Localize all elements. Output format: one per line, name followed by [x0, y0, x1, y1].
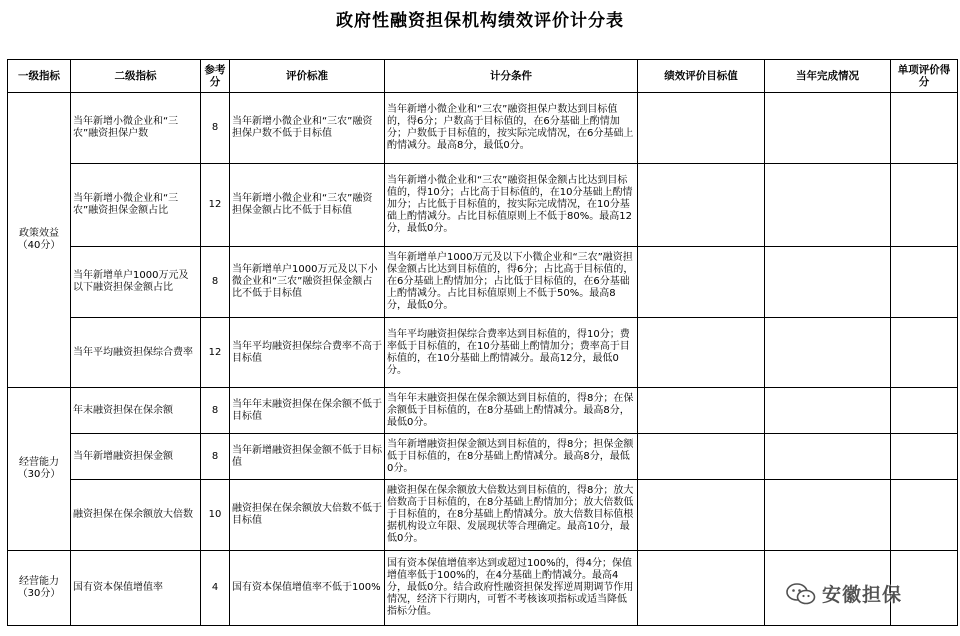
standard-cell: 当年新增小微企业和“三农”融资担保金额占比不低于目标值	[230, 164, 385, 247]
standard-cell: 当年新增小微企业和“三农”融资担保户数不低于目标值	[230, 93, 385, 164]
score-cell[interactable]	[891, 434, 958, 480]
header-weight: 参考分	[201, 60, 230, 93]
weight-cell: 8	[201, 93, 230, 164]
completion-cell[interactable]	[765, 164, 891, 247]
completion-cell[interactable]	[765, 93, 891, 164]
table-row	[8, 480, 958, 551]
table-row	[8, 434, 958, 480]
page-title: 政府性融资担保机构绩效评价计分表	[336, 11, 624, 31]
standard-cell: 融资担保在保余额放大倍数不低于目标值	[230, 480, 385, 551]
condition-cell: 当年平均融资担保综合费率达到目标值的，得10分；费率低于目标值的，在10分基础上酌情加分；费率高于目标值的，在10分基础上酌情减分。最高12分，最低0分。	[385, 318, 638, 388]
watermark	[786, 580, 902, 607]
indicator-cell: 年末融资担保在保余额	[71, 388, 201, 434]
score-cell[interactable]	[891, 93, 958, 164]
standard-cell: 当年新增融资担保金额不低于目标值	[230, 434, 385, 480]
wechat-icon	[786, 583, 816, 605]
standard-cell: 当年新增单户1000万元及以下小微企业和“三农”融资担保金额占比不低于目标值	[230, 247, 385, 318]
completion-cell[interactable]	[765, 388, 891, 434]
header-standard: 评价标准	[230, 60, 385, 93]
header-target: 绩效评价目标值	[638, 60, 765, 93]
condition-cell: 当年新增小微企业和“三农”融资担保户数达到目标值的，得6分；户数高于目标值的，在6分基础上酌情加分；户数低于目标值的，按实际完成情况，在6分基础上酌情减分。最高8分，最低0分。	[385, 93, 638, 164]
indicator-cell: 当年新增小微企业和“三农”融资担保户数	[71, 93, 201, 164]
table-row	[8, 388, 958, 434]
table-row	[8, 93, 958, 164]
indicator-cell: 融资担保在保余额放大倍数	[71, 480, 201, 551]
target-cell[interactable]	[638, 93, 765, 164]
table-row	[8, 164, 958, 247]
condition-cell: 国有资本保值增值率达到或超过100%的，得4分；保值增值率低于100%的，在4分基础上酌情减分。最高4分，最低0分。结合政府性融资担保发挥逆周期调节作用情况，经济下行期内，可暂不考核该项指标或适当降低指标分值。	[385, 551, 638, 626]
standard-cell: 国有资本保值增值率不低于100%	[230, 551, 385, 626]
table-row	[8, 318, 958, 388]
standard-cell: 当年平均融资担保综合费率不高于目标值	[230, 318, 385, 388]
completion-cell[interactable]	[765, 318, 891, 388]
target-cell[interactable]	[638, 434, 765, 480]
weight-cell: 8	[201, 388, 230, 434]
indicator-cell: 当年新增融资担保金额	[71, 434, 201, 480]
group-label: 经营能力（30分）	[8, 551, 71, 626]
score-table	[7, 59, 958, 626]
target-cell[interactable]	[638, 551, 765, 626]
header-completion: 当年完成情况	[765, 60, 891, 93]
completion-cell[interactable]	[765, 247, 891, 318]
score-cell[interactable]	[891, 318, 958, 388]
score-cell[interactable]	[891, 480, 958, 551]
header-level1: 一级指标	[8, 60, 71, 93]
condition-cell: 当年新增单户1000万元及以下小微企业和“三农”融资担保金额占比达到目标值的，得6分；占比高于目标值的，在6分基础上酌情加分；占比低于目标值的，在6分基础上酌情减分。占比目标值原则上不低于50%。最高8分，最低0分。	[385, 247, 638, 318]
completion-cell[interactable]	[765, 434, 891, 480]
score-cell[interactable]	[891, 164, 958, 247]
weight-cell: 4	[201, 551, 230, 626]
target-cell[interactable]	[638, 388, 765, 434]
standard-cell: 当年年末融资担保在保余额不低于目标值	[230, 388, 385, 434]
target-cell[interactable]	[638, 480, 765, 551]
indicator-cell: 当年新增单户1000万元及以下融资担保金额占比	[71, 247, 201, 318]
target-cell[interactable]	[638, 164, 765, 247]
group-label: 经营能力（30分）	[8, 388, 71, 551]
condition-cell: 融资担保在保余额放大倍数达到目标值的，得8分；放大倍数高于目标值的，在8分基础上酌情加分；放大倍数低于目标值的，在8分基础上酌情减分。放大倍数目标值根据机构设立年限、发展现状等合理确定。最高10分，最低0分。	[385, 480, 638, 551]
condition-cell: 当年新增融资担保金额达到目标值的，得8分；担保金额低于目标值的，在8分基础上酌情减分。最高8分，最低0分。	[385, 434, 638, 480]
indicator-cell: 国有资本保值增值率	[71, 551, 201, 626]
table-row	[8, 247, 958, 318]
watermark-text: 安徽担保	[822, 584, 903, 606]
weight-cell: 12	[201, 318, 230, 388]
score-cell[interactable]	[891, 388, 958, 434]
completion-cell[interactable]	[765, 480, 891, 551]
score-cell[interactable]	[891, 247, 958, 318]
condition-cell: 当年年末融资担保在保余额达到目标值的，得8分；在保余额低于目标值的，在8分基础上酌情减分。最高8分，最低0分。	[385, 388, 638, 434]
weight-cell: 8	[201, 434, 230, 480]
weight-cell: 12	[201, 164, 230, 247]
header-condition: 计分条件	[385, 60, 638, 93]
header-level2: 二级指标	[71, 60, 201, 93]
indicator-cell: 当年新增小微企业和“三农”融资担保金额占比	[71, 164, 201, 247]
target-cell[interactable]	[638, 318, 765, 388]
weight-cell: 10	[201, 480, 230, 551]
header-score: 单项评价得分	[891, 60, 958, 93]
header-row	[8, 60, 958, 93]
target-cell[interactable]	[638, 247, 765, 318]
condition-cell: 当年新增小微企业和“三农”融资担保金额占比达到目标值的，得10分；占比高于目标值的，在10分基础上酌情加分；占比低于目标值的，按实际完成情况，在10分基础上酌情减分。占比目标值原则上不低于80%。最高12分，最低0分。	[385, 164, 638, 247]
group-label: 政策效益（40分）	[8, 93, 71, 388]
weight-cell: 8	[201, 247, 230, 318]
indicator-cell: 当年平均融资担保综合费率	[71, 318, 201, 388]
